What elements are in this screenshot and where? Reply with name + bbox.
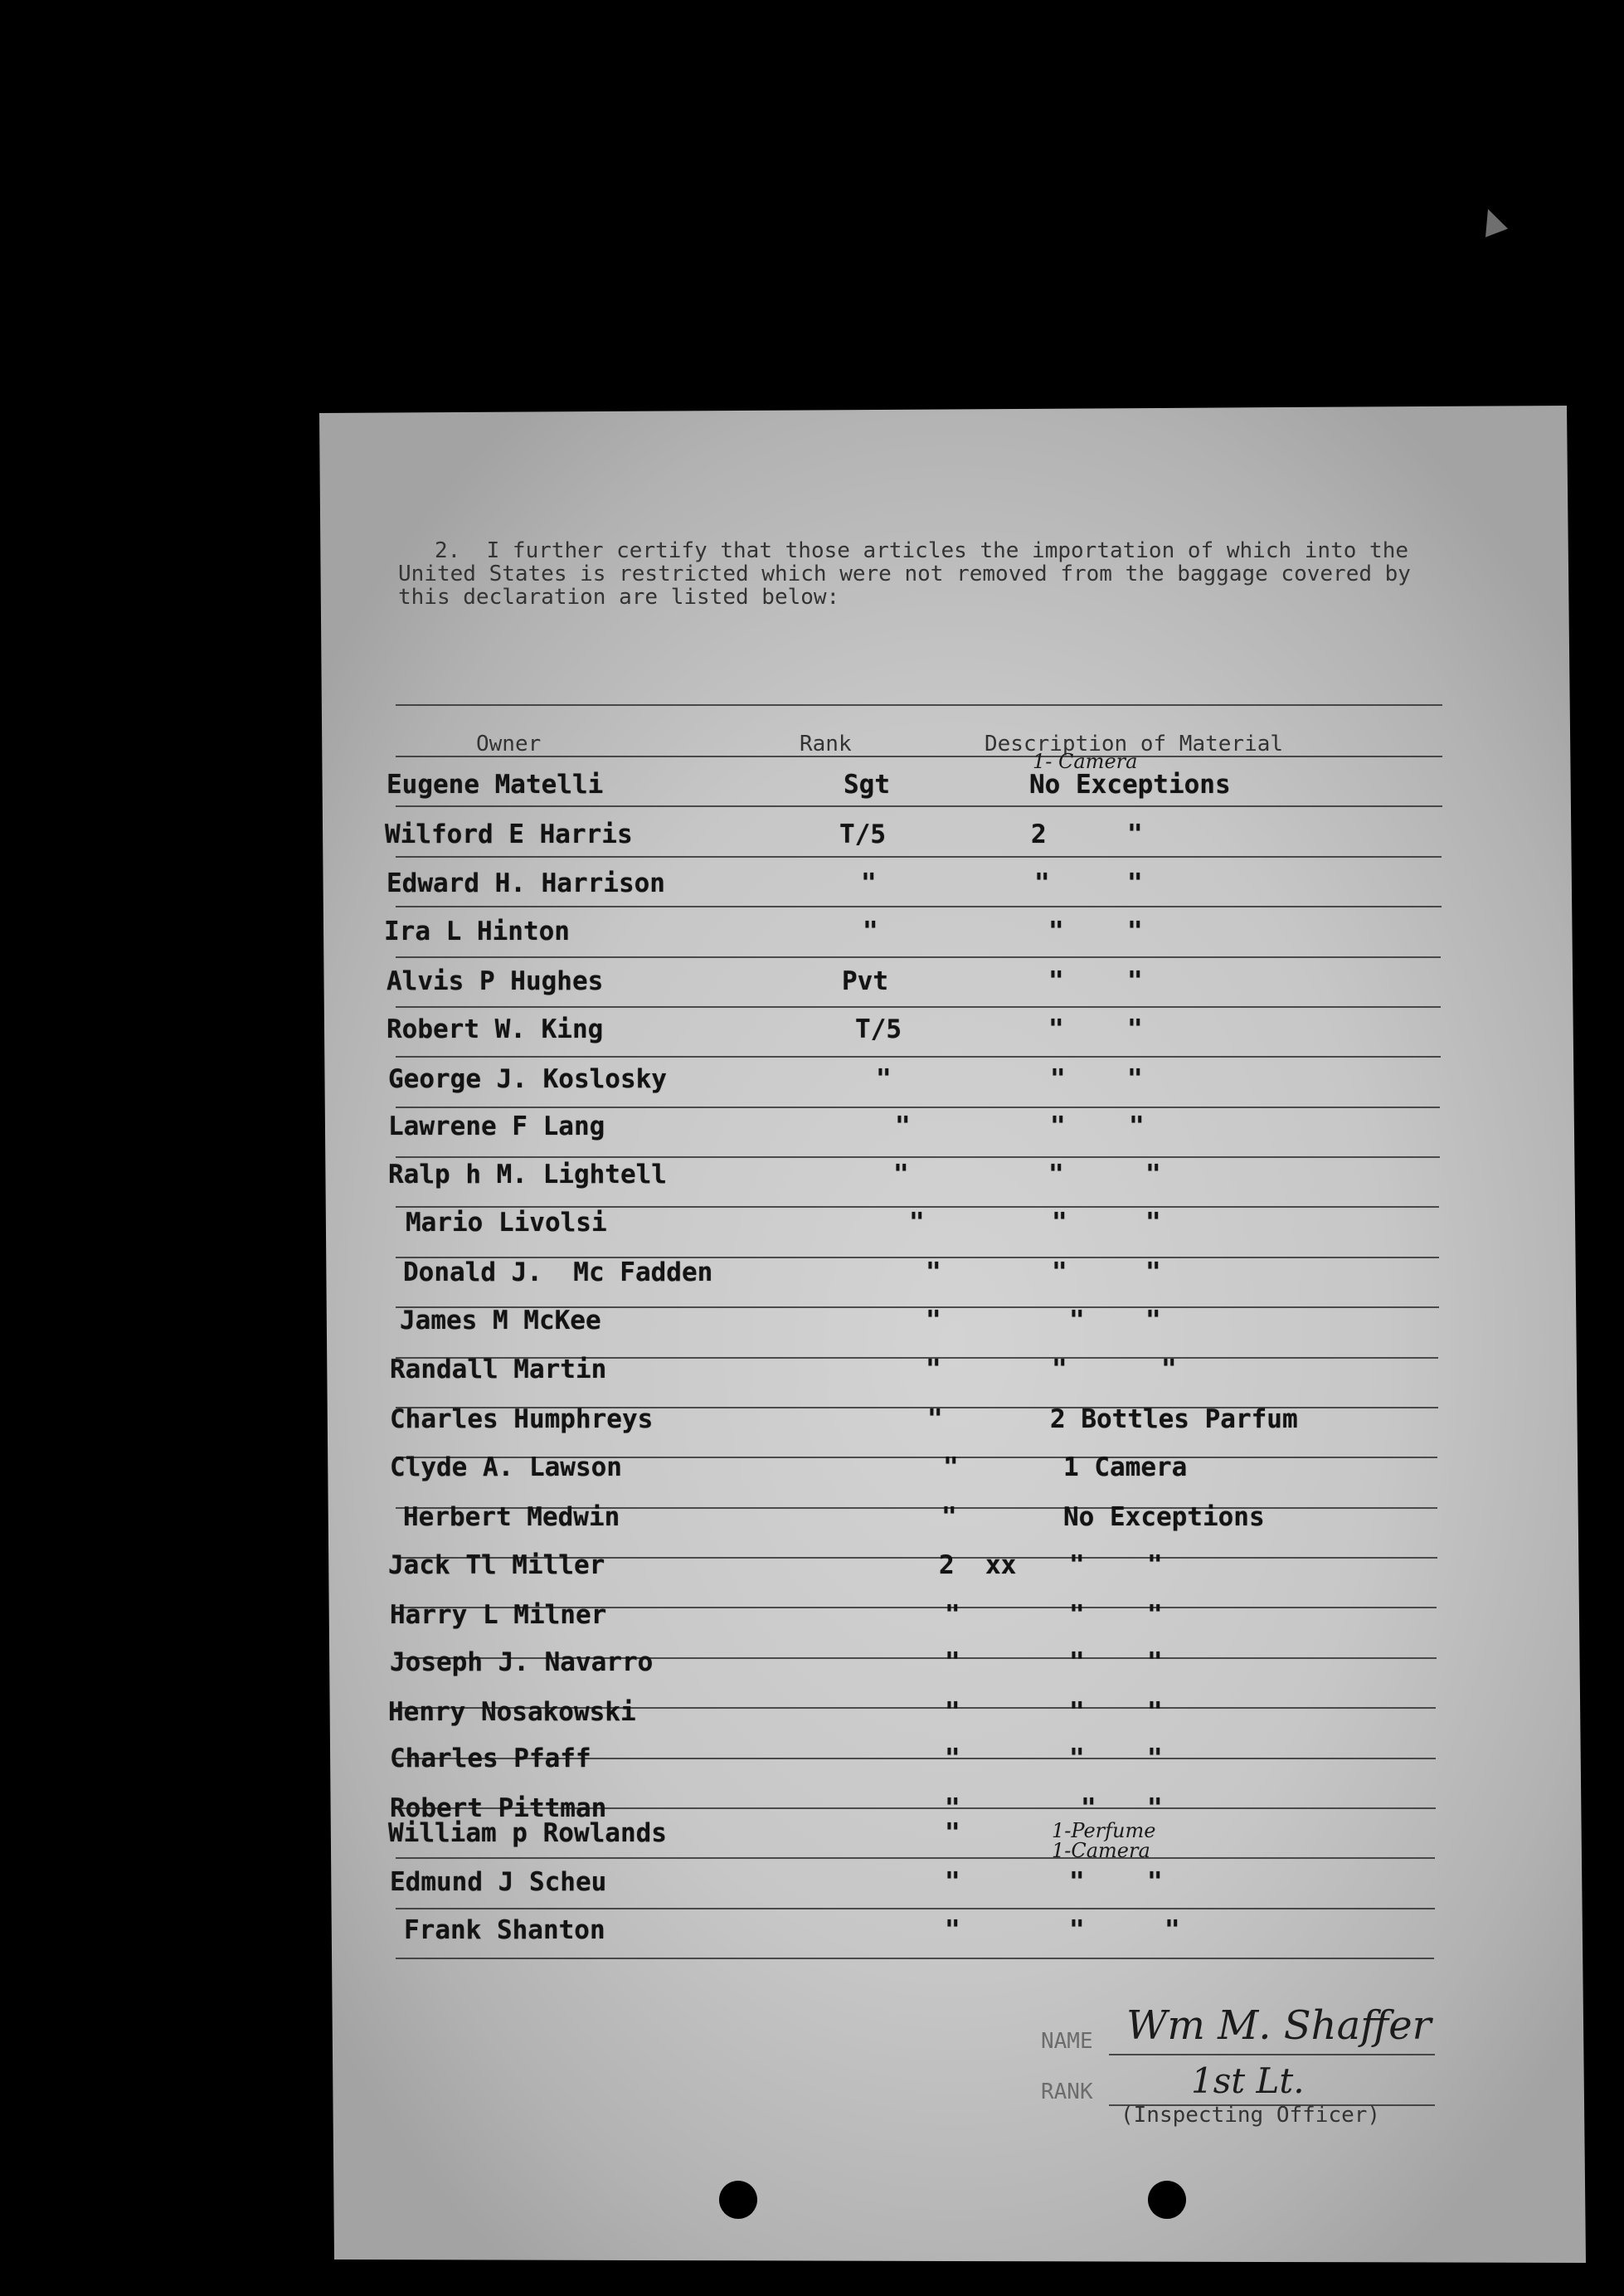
owner-name: Frank Shanton — [404, 1915, 605, 1945]
owner-name: Joseph J. Navarro — [390, 1647, 654, 1677]
form-line — [396, 1056, 1441, 1058]
description-cell: " — [1034, 868, 1050, 898]
rank-cell: " — [941, 1502, 957, 1532]
owner-name: Harry L Milner — [390, 1600, 607, 1630]
rank-cell: " — [926, 1306, 941, 1335]
description-cell: " — [1127, 868, 1143, 898]
handwritten-note: 1-Camera — [1052, 1839, 1150, 1862]
description-cell: " — [1081, 1793, 1096, 1823]
form-line — [396, 856, 1442, 858]
owner-name: Edmund J Scheu — [390, 1867, 607, 1897]
header-owner: Owner — [476, 732, 542, 756]
rank-cell: Pvt — [842, 966, 888, 996]
paragraph-line: this declaration are listed below: — [398, 585, 840, 610]
rank-cell: " — [945, 1818, 960, 1848]
owner-name: Lawrene F Lang — [388, 1112, 605, 1141]
form-line — [396, 1857, 1435, 1859]
description-cell: " — [1147, 1744, 1163, 1773]
rank-cell: " — [945, 1915, 960, 1945]
paragraph-line: United States is restricted which were not removed from the baggage covered by — [398, 562, 1411, 586]
description-cell: No Exceptions — [1063, 1502, 1265, 1532]
owner-name: Mario Livolsi — [406, 1208, 607, 1238]
description-cell: " — [1147, 1647, 1163, 1677]
description-cell: " — [1129, 1112, 1145, 1141]
inspector-rank: 1st Lt. — [1191, 2060, 1305, 2101]
signature-name-line — [1109, 2054, 1435, 2055]
rank-label: RANK — [1041, 2080, 1093, 2104]
rank-cell: " — [945, 1744, 960, 1773]
header-description: Description of Material — [985, 732, 1284, 756]
owner-name: Eugene Matelli — [387, 770, 604, 800]
rank-cell: " — [945, 1793, 960, 1823]
owner-name: Herbert Medwin — [403, 1502, 620, 1532]
description-cell: " — [1069, 1915, 1085, 1945]
description-cell: " — [1147, 1550, 1163, 1580]
form-line — [396, 756, 1442, 757]
rank-cell: " — [863, 917, 878, 946]
handwritten-note: 1- Camera — [1033, 750, 1138, 773]
description-cell: 2 Bottles Parfum — [1050, 1404, 1298, 1434]
description-cell: " — [1145, 1160, 1161, 1189]
owner-name: Henry Nosakowski — [388, 1697, 636, 1727]
owner-name: Jack Tl Miller — [388, 1550, 605, 1580]
rank-cell: " — [926, 1257, 941, 1287]
punch-hole — [1148, 2181, 1186, 2219]
form-line — [396, 956, 1441, 958]
description-cell: " — [1069, 1306, 1085, 1335]
description-cell: " — [1069, 1647, 1085, 1677]
form-line — [396, 1107, 1440, 1108]
rank-cell: " — [926, 1355, 941, 1384]
description-cell: " — [1127, 966, 1143, 996]
rank-cell: " — [943, 1452, 959, 1482]
rank-cell: Sgt — [844, 770, 890, 800]
description-cell: " — [1050, 1064, 1066, 1094]
description-cell: " — [1048, 1014, 1064, 1044]
description-cell: " — [1127, 1014, 1143, 1044]
paragraph-line: 2. I further certify that those articles the importation of which into the — [435, 538, 1408, 563]
description-cell: " — [1052, 1355, 1067, 1384]
form-line — [396, 1156, 1440, 1158]
owner-name: George J. Koslosky — [388, 1064, 667, 1094]
description-cell: " — [1127, 1064, 1143, 1094]
description-cell: " — [1048, 966, 1064, 996]
rank-cell: " — [945, 1600, 960, 1630]
description-cell: " — [1147, 1793, 1163, 1823]
scan-smudge — [1483, 209, 1508, 237]
description-cell: " — [1069, 1697, 1085, 1727]
rank-cell: " — [895, 1112, 911, 1141]
description-cell: " — [1161, 1355, 1177, 1384]
owner-name: Charles Humphreys — [390, 1404, 654, 1434]
inspector-signature: Wm M. Shaffer — [1126, 2002, 1432, 2049]
description-cell: " — [1147, 1600, 1163, 1630]
owner-name: Robert W. King — [387, 1014, 604, 1044]
rank-cell: " — [945, 1697, 960, 1727]
rank-cell: " — [927, 1404, 943, 1434]
description-cell: " — [1145, 1208, 1161, 1238]
description-cell: " — [1069, 1744, 1085, 1773]
description-cell: " — [1069, 1600, 1085, 1630]
rank-cell: T/5 — [855, 1014, 902, 1044]
description-cell: " — [1147, 1867, 1163, 1897]
rank-cell: " — [893, 1160, 909, 1189]
rank-cell: " — [945, 1867, 960, 1897]
owner-name: Donald J. Mc Fadden — [403, 1257, 713, 1287]
description-cell: 2 — [1031, 820, 1047, 849]
rank-cell: " — [861, 868, 877, 898]
inspector-caption: (Inspecting Officer) — [1121, 2103, 1381, 2128]
form-top-rule — [396, 704, 1442, 706]
handwritten-note: 1-Perfume — [1052, 1819, 1156, 1842]
owner-name: Ralp h M. Lightell — [388, 1160, 667, 1189]
owner-name: James M McKee — [400, 1306, 601, 1335]
description-cell: " — [1127, 917, 1143, 946]
description-cell: " — [1145, 1257, 1161, 1287]
punch-hole — [719, 2181, 757, 2219]
owner-name: Randall Martin — [390, 1355, 607, 1384]
form-line — [396, 805, 1442, 807]
owner-name: Alvis P Hughes — [387, 966, 604, 996]
description-cell: " — [1050, 1112, 1066, 1141]
description-cell: " — [1127, 820, 1143, 849]
owner-name: Clyde A. Lawson — [390, 1452, 622, 1482]
owner-name: Robert Pittman — [390, 1793, 607, 1823]
owner-name: Wilford E Harris — [385, 820, 633, 849]
description-cell: " — [1069, 1867, 1085, 1897]
owner-name: William p Rowlands — [388, 1818, 667, 1848]
description-cell: No Exceptions — [1029, 770, 1231, 800]
rank-cell: " — [945, 1647, 960, 1677]
form-line — [396, 1006, 1441, 1008]
description-cell: " — [1048, 917, 1064, 946]
header-rank: Rank — [800, 732, 852, 756]
description-cell: 1 Camera — [1063, 1452, 1188, 1482]
owner-name: Ira L Hinton — [384, 917, 570, 946]
form-line — [396, 906, 1442, 907]
description-cell: " — [1052, 1257, 1067, 1287]
rank-cell: " — [876, 1064, 892, 1094]
description-cell: " — [1165, 1915, 1180, 1945]
description-cell: " — [1069, 1550, 1085, 1580]
description-cell: " — [1147, 1697, 1163, 1727]
form-line — [396, 1908, 1435, 1909]
owner-name: Edward H. Harrison — [387, 868, 665, 898]
rank-cell: " — [909, 1208, 925, 1238]
description-cell: " — [1052, 1208, 1067, 1238]
form-line — [396, 1958, 1434, 1959]
name-label: NAME — [1041, 2029, 1093, 2054]
rank-cell: 2 xx — [939, 1550, 1017, 1580]
rank-cell: T/5 — [839, 820, 886, 849]
owner-name: Charles Pfaff — [390, 1744, 591, 1773]
description-cell: " — [1048, 1160, 1064, 1189]
description-cell: " — [1145, 1306, 1161, 1335]
